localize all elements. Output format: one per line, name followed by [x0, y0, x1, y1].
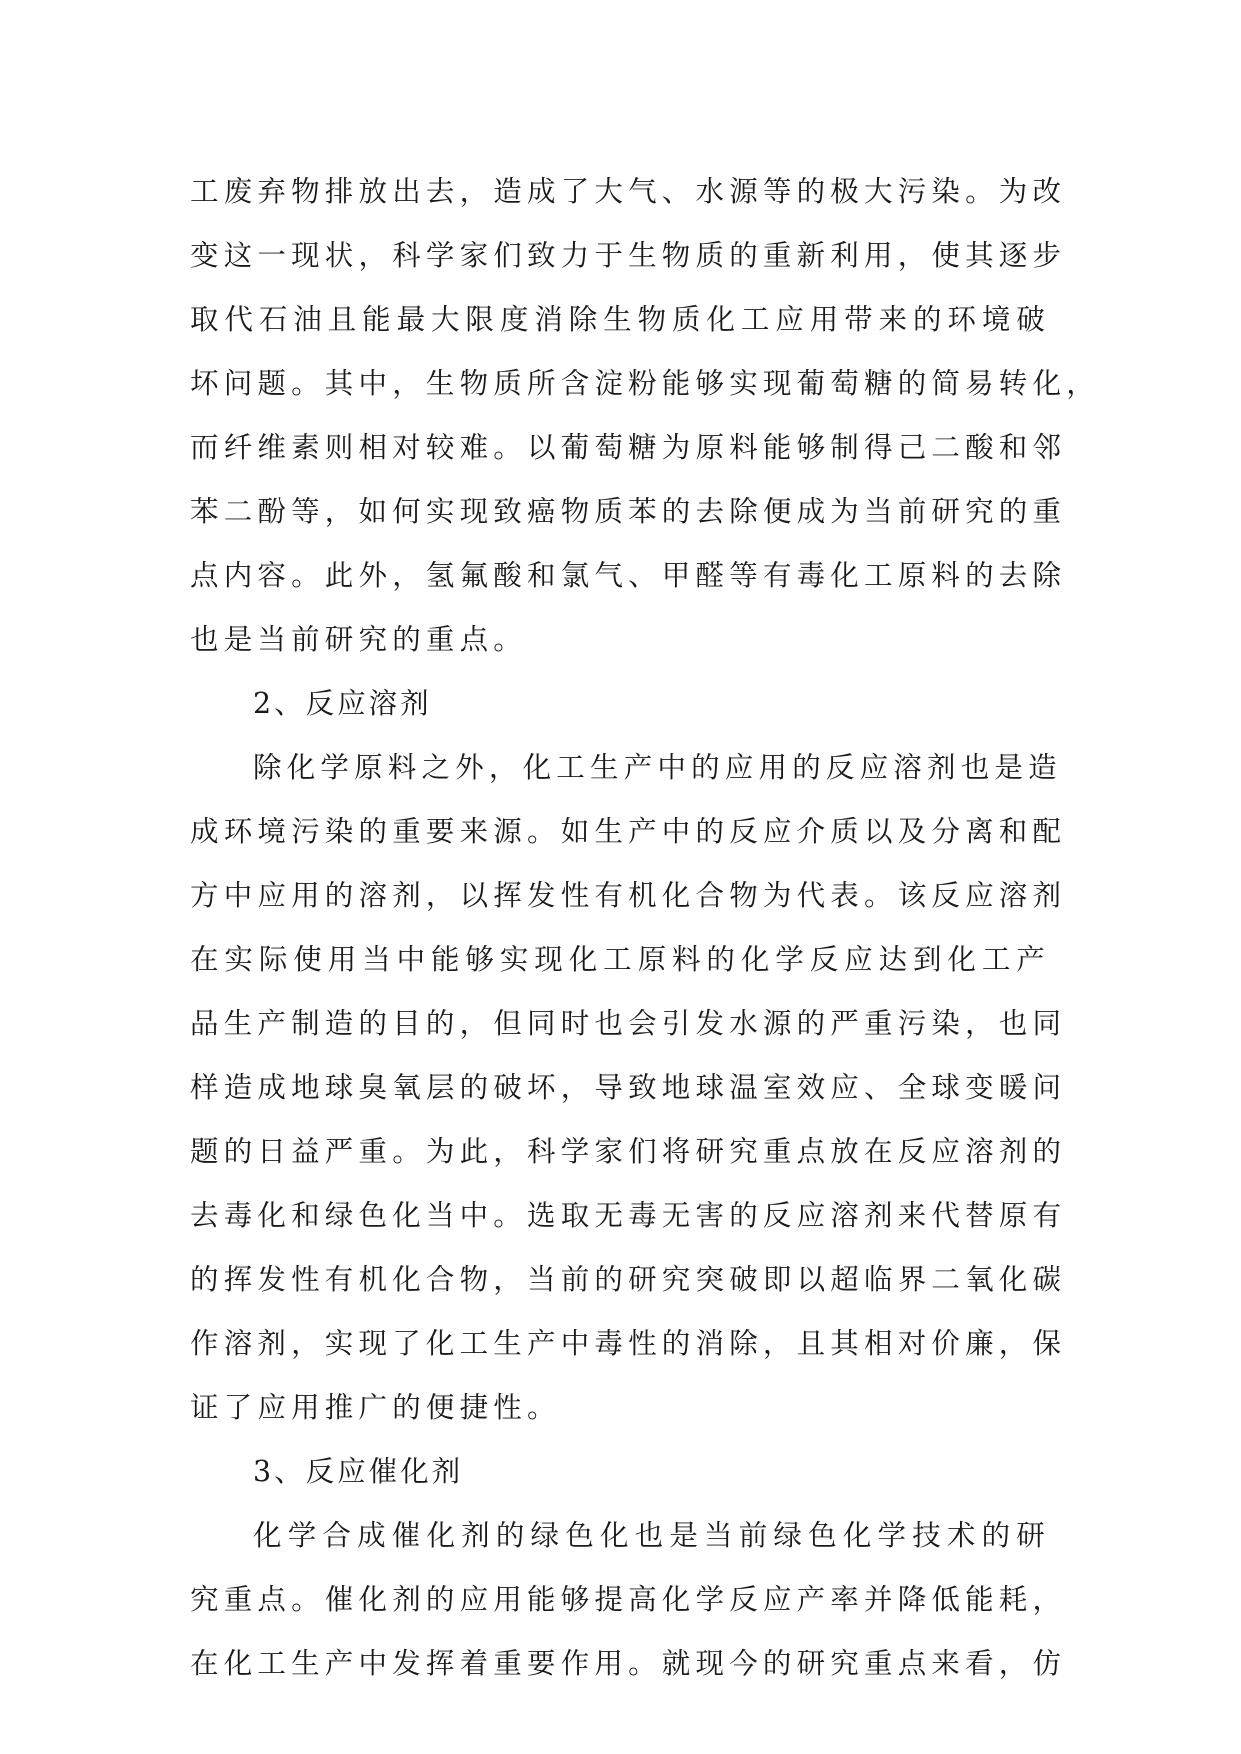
- section-heading-reaction-catalyst: 3、反应催化剂: [253, 1455, 464, 1488]
- text-line: 方中应用的溶剂，以挥发性有机化合物为代表。该反应溶剂: [190, 879, 1067, 912]
- text-line: 题的日益严重。为此，科学家们将研究重点放在反应溶剂的: [190, 1135, 1067, 1168]
- paragraph-1: [190, 160, 1100, 672]
- text-line: 变这一现状，科学家们致力于生物质的重新利用，使其逐步: [190, 239, 1067, 272]
- text-line: 化学合成催化剂的绿色化也是当前绿色化学技术的研: [253, 1519, 1050, 1552]
- text-line: 的挥发性有机化合物，当前的研究突破即以超临界二氧化碳: [190, 1263, 1067, 1296]
- text-line: 成环境污染的重要来源。如生产中的反应介质以及分离和配: [190, 815, 1067, 848]
- text-line: 作溶剂，实现了化工生产中毒性的消除，且其相对价廉，保: [190, 1327, 1067, 1360]
- text-line: 证了应用推广的便捷性。: [190, 1391, 561, 1424]
- section-heading-reaction-solvent: 2、反应溶剂: [253, 687, 432, 720]
- text-line: 究重点。催化剂的应用能够提高化学反应产率并降低能耗，: [190, 1583, 1067, 1616]
- text-line: 苯二酚等，如何实现致癌物质苯的去除便成为当前研究的重: [190, 495, 1067, 528]
- text-line: 在实际使用当中能够实现化工原料的化学反应达到化工产: [190, 943, 1050, 976]
- text-line: 而纤维素则相对较难。以葡萄糖为原料能够制得己二酸和邻: [190, 431, 1067, 464]
- text-line: 品生产制造的目的，但同时也会引发水源的严重污染，也同: [190, 1007, 1067, 1040]
- paragraph-3: [190, 1504, 1067, 1696]
- text-line: 除化学原料之外，化工生产中的应用的反应溶剂也是造: [253, 751, 1062, 784]
- text-line: 在化工生产中发挥着重要作用。就现今的研究重点来看，仿: [190, 1647, 1067, 1680]
- text-line: 工废弃物排放出去，造成了大气、水源等的极大污染。为改: [190, 175, 1067, 208]
- document-body: [190, 160, 1100, 1696]
- text-line: 也是当前研究的重点。: [190, 623, 528, 656]
- paragraph-2: [190, 736, 1067, 1440]
- text-line: 坏问题。其中，生物质所含淀粉能够实现葡萄糖的简易转化，: [190, 367, 1100, 400]
- text-line: 取代石油且能最大限度消除生物质化工应用带来的环境破: [190, 303, 1050, 336]
- text-line: 点内容。此外，氢氟酸和氯气、甲醛等有毒化工原料的去除: [190, 559, 1067, 592]
- text-line: 去毒化和绿色化当中。选取无毒无害的反应溶剂来代替原有: [190, 1199, 1067, 1232]
- text-line: 样造成地球臭氧层的破坏，导致地球温室效应、全球变暖问: [190, 1071, 1067, 1104]
